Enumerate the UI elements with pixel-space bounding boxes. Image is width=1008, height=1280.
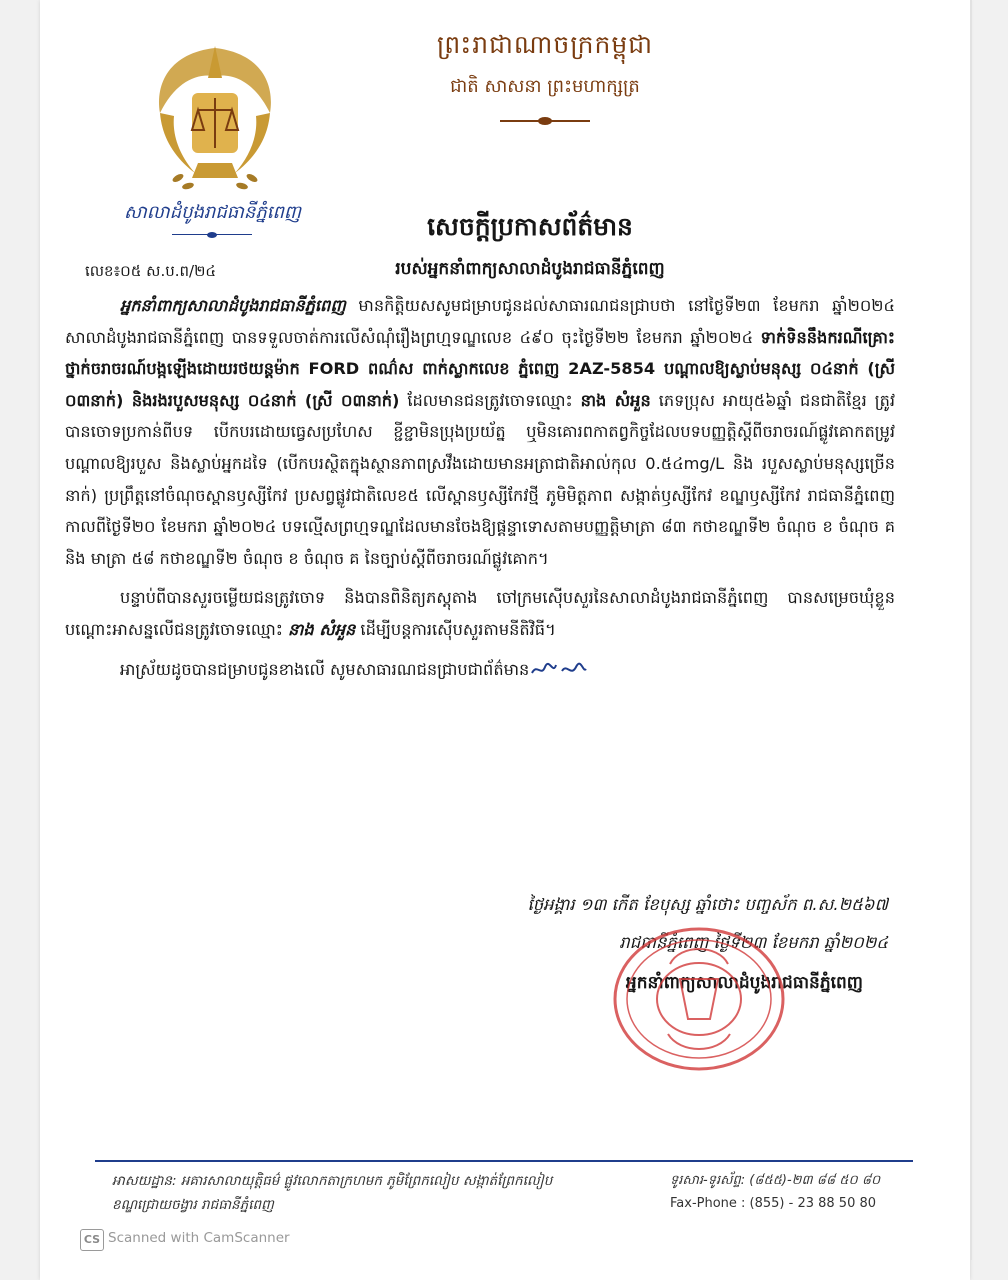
camscanner-logo-icon: CS — [80, 1229, 104, 1251]
accused-name: នាង សំអួន — [580, 390, 651, 410]
divider-ornament — [500, 117, 590, 125]
paragraph-1 — [65, 290, 895, 574]
document-body — [65, 290, 895, 693]
scanner-watermark: Scanned with CamScanner — [108, 1230, 290, 1246]
national-motto: ជាតិ សាសនា ព្រះមហាក្សត្រ — [450, 76, 640, 97]
address-line-1: អាសយដ្ឋាន: អគារសាលាយុត្តិធម៌ ផ្លូវលោកតាក្រហមក ភូមិព្រែកលៀប សង្កាត់ព្រែកលៀប — [112, 1173, 553, 1189]
phone-number: Fax-Phone : (855) - 23 88 50 80 — [670, 1196, 877, 1211]
paragraph-2 — [65, 582, 895, 645]
signatory-title: អ្នកនាំពាក្យសាលាដំបូងរាជធានីភ្នំពេញ — [625, 973, 863, 993]
p1-text-b: ដែលមានជនត្រូវចោទឈ្មោះ — [399, 390, 581, 410]
kingdom-title: ព្រះរាជាណាចក្រកម្ពុជា — [436, 30, 654, 59]
document-subtitle: របស់អ្នកនាំពាក្យសាលាដំបូងរាជធានីភ្នំពេញ — [395, 259, 665, 279]
spokesperson-lead: អ្នកនាំពាក្យសាលាដំបូងរាជធានីភ្នំពេញ — [120, 296, 346, 315]
address-line-2: ខណ្ឌជ្រោយចង្វារ រាជធានីភ្នំពេញ — [112, 1197, 274, 1213]
p2-text-a: បន្ទាប់ពីបានសួរចម្លើយជនត្រូវចោទ និងបានពិនិត្យភស្តុតាង ចៅក្រមស៊ើបសួរនៃសាលាដំបូងរាជធានីភ្នំពេញ បានសម្រេចឃុំខ្លួនបណ្ដោះអាសន្នលើជនត្រូវចោទឈ្មោះ — [65, 588, 895, 639]
document-title: សេចក្ដីប្រកាសព័ត៌មាន — [427, 212, 633, 241]
footer-divider — [95, 1160, 913, 1162]
paragraph-3 — [65, 654, 895, 686]
reference-number: លេខ៖០៥ ស.ប.ព/២៤ — [85, 262, 217, 280]
court-emblem-icon — [140, 38, 290, 198]
p3-text: អាស្រ័យដូចបានជម្រាបជូនខាងលើ សូមសាធារណជនជ្រាបជាព័ត៌មាន — [120, 659, 530, 679]
p1-text-a: មានកិត្តិយសសូមជម្រាបជូនដល់សាធារណជនជ្រាបថា នៅថ្ងៃទី២៣ ខែមករា ឆ្នាំ២០២៤ សាលាដំបូងរាជធានីភ្នំពេញ បានទទួលចាត់ការលើសំណុំរឿងព្រហ្មទណ្ឌលេខ ៤៩០ ចុះថ្ងៃទី២២ ខែមករា ឆ្នាំ២០២៤ — [65, 296, 895, 347]
page-edge — [970, 0, 972, 1260]
court-divider — [172, 232, 252, 238]
p2-text-b: ដើម្បីបន្តការស៊ើបសួរតាមនីតិវិធី។ — [355, 619, 556, 639]
phone-khmer: ទូរសារ-ទូរស័ព្ទ: (៨៥៥)-២៣ ៨៨ ៥០ ៨០ — [670, 1173, 881, 1188]
official-seal-icon — [610, 924, 788, 1074]
p1-text-c: ភេទប្រុស អាយុ៥៦ឆ្នាំ ជនជាតិខ្មែរ ត្រូវបានចោទប្រកាន់ពីបទ បើកបរដោយធ្វេសប្រហែស ខ្ជីខ្ជាមិនប្រុងប្រយ័ត្ន ឬមិនគោរពកាតព្វកិច្ចដែលបទបញ្ញត្តិស្ដីពីចរាចរណ៍ផ្លូវគោកតម្រូវ បណ្ដាលឱ្យរបួស និងស្លាប់អ្នកដទៃ (បើកបរស្ថិតក្នុងស្ថានភាពស្រវឹងដោយមានអត្រាជាតិអាល់កុល 0.៥៤mg/L និង របួសស្លាប់មនុស្សច្រើននាក់) ប្រព្រឹត្តនៅចំណុចស្ពានឫស្សីកែវ ប្រសព្វផ្លូវជាតិលេខ៥ លើស្ពានឫស្សីកែវថ្មី ភូមិមិត្តភាព សង្កាត់ឫស្សីកែវ ខណ្ឌឫស្សីកែវ រាជធានីភ្នំពេញ កាលពីថ្ងៃទី២០ ខែមករា ឆ្នាំ២០២៤ បទល្មើសព្រហ្មទណ្ឌដែលមានចែងឱ្យផ្ដន្ទាទោសតាមបញ្ញត្តិមាត្រា ៨៣ កថាខណ្ឌទី២ ចំណុច ខ ចំណុច គ និង មាត្រា ៥៨ កថាខណ្ឌទី២ ចំណុច ខ ចំណុច គ នៃច្បាប់ស្ដីពីចរាចរណ៍ផ្លូវគោក។ — [65, 390, 895, 568]
accused-name-2: នាង សំអួន — [287, 619, 356, 639]
kingdom-header — [385, 30, 705, 125]
lunar-date: ថ្ងៃអង្គារ ១៣ កើត ខែបុស្ស ឆ្នាំថោះ បញ្ចស័ក ព.ស.២៥៦៧ — [527, 895, 888, 914]
issue-date: រាជធានីភ្នំពេញ ថ្ងៃទី២៣ ខែមករា ឆ្នាំ២០២៤ — [619, 933, 888, 952]
court-name: សាលាដំបូងរាជធានីភ្នំពេញ — [123, 202, 302, 223]
p1-case-summary: ទាក់ទិននឹងករណីគ្រោះថ្នាក់ចរាចរណ៍បង្កឡើងដោយរថយន្តម៉ាក FORD ពណ៌ស ពាក់ស្លាកលេខ ភ្នំពេញ 2AZ-5854 បណ្ដាលឱ្យស្លាប់មនុស្ស ០៤នាក់ (ស្រី ០៣នាក់) និងរងរបួសមនុស្ស ០៤នាក់ (ស្រី ០៣នាក់) — [65, 327, 895, 410]
handwritten-mark-icon — [529, 659, 589, 681]
